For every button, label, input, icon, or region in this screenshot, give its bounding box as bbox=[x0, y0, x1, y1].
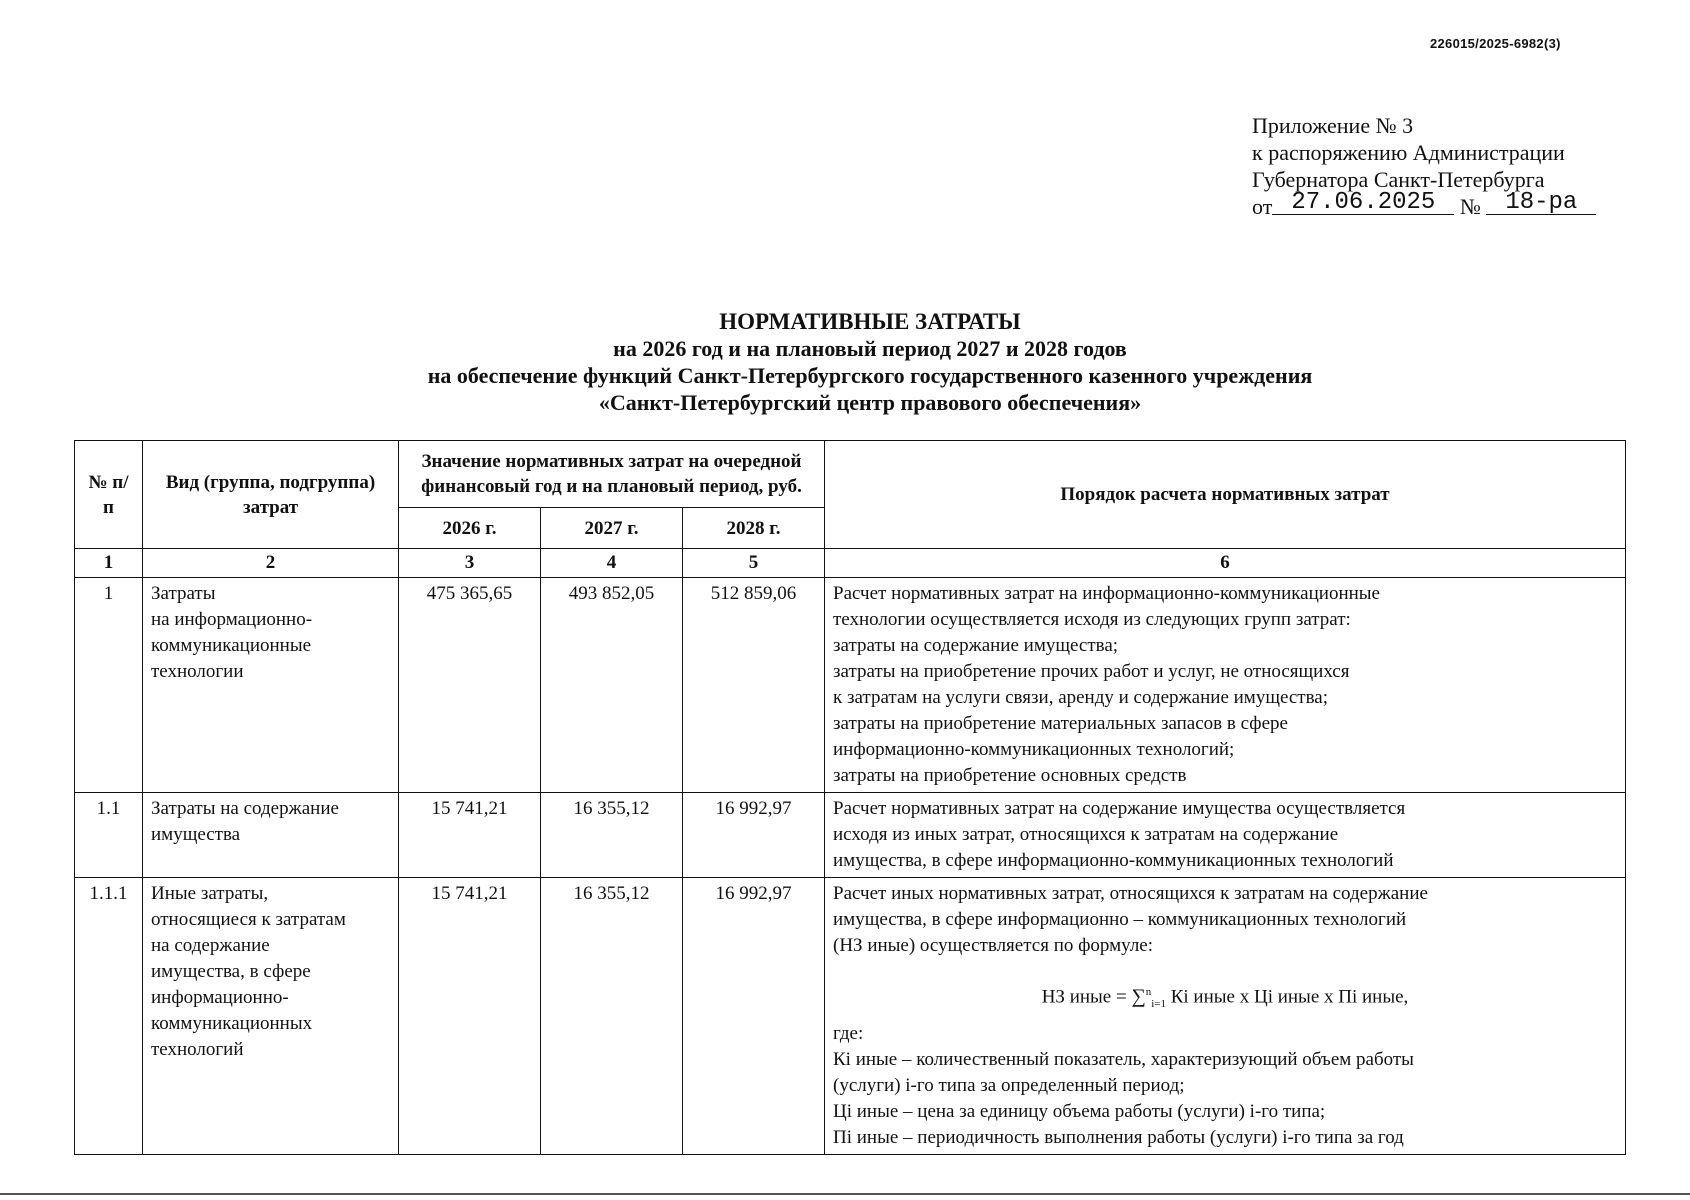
cost-type-line: имущества, в сфере bbox=[151, 961, 311, 982]
calc-line: Цi иные – цена за единицу объема работы (услуги) i-го типа; bbox=[833, 1101, 1326, 1123]
header-2026: 2026 г. bbox=[399, 508, 541, 549]
column-number: 1 bbox=[75, 549, 143, 578]
cost-type bbox=[143, 578, 399, 793]
appendix-line-1: Приложение № 3 bbox=[1252, 113, 1414, 138]
calc-line: Кi иные – количественный показатель, характеризующий объем работы bbox=[833, 1049, 1414, 1071]
calc-line: затраты на приобретение основных средств bbox=[833, 765, 1187, 786]
order-number: 18-ра bbox=[1486, 192, 1596, 215]
value-2028: 16 992,97 bbox=[683, 878, 825, 1155]
cost-type-line: технологии bbox=[151, 661, 244, 682]
calc-line: технологии осуществляется исходя из следующих групп затрат: bbox=[833, 609, 1351, 630]
calc-line: Расчет иных нормативных затрат, относящихся к затратам на содержание bbox=[833, 883, 1428, 904]
costs-table bbox=[74, 440, 1626, 1155]
calc-line: Пi иные – периодичность выполнения работы (услуги) i-го типа за год bbox=[833, 1127, 1404, 1149]
from-label: от bbox=[1252, 194, 1273, 219]
value-2026: 15 741,21 bbox=[399, 878, 541, 1155]
header-values-group: Значение нормативных затрат на очередной финансовый год и на плановый период, руб. bbox=[399, 441, 825, 508]
cost-type-line: на информационно- bbox=[151, 609, 313, 630]
value-2028: 16 992,97 bbox=[683, 793, 825, 878]
document-id: 226015/2025-6982(3) bbox=[1430, 36, 1561, 51]
column-number: 6 bbox=[825, 549, 1626, 578]
calc-line: (НЗ иные) осуществляется по формуле: bbox=[833, 935, 1154, 956]
cost-type-line: Затраты bbox=[151, 583, 216, 604]
calc-line: имущества, в сфере информационно – коммуникационных технологий bbox=[833, 909, 1407, 930]
value-2026: 475 365,65 bbox=[399, 578, 541, 793]
cost-type-line: Затраты на содержание bbox=[151, 798, 339, 819]
table-row bbox=[75, 793, 1626, 878]
cost-type-line: информационно- bbox=[151, 987, 289, 1008]
value-2026: 15 741,21 bbox=[399, 793, 541, 878]
order-date: 27.06.2025 bbox=[1272, 192, 1454, 215]
calc-description bbox=[825, 793, 1626, 878]
value-2027: 16 355,12 bbox=[541, 793, 683, 878]
value-2028: 512 859,06 bbox=[683, 578, 825, 793]
calc-line: Расчет нормативных затрат на информационно-коммуникационные bbox=[833, 583, 1380, 604]
document-title bbox=[0, 308, 1690, 416]
cost-type bbox=[143, 793, 399, 878]
title-line-2: на 2026 год и на плановый период 2027 и 2028 годов bbox=[613, 336, 1127, 361]
cost-formula bbox=[833, 979, 1617, 1017]
formula-lhs: НЗ иные = bbox=[1041, 986, 1132, 1008]
header-calc: Порядок расчета нормативных затрат bbox=[825, 441, 1626, 549]
column-numbers-row bbox=[75, 549, 1626, 578]
sum-upper-limit: n bbox=[1145, 986, 1152, 998]
title-line-4: «Санкт-Петербургский центр правового обеспечения» bbox=[598, 390, 1142, 415]
row-number: 1.1 bbox=[75, 793, 143, 878]
number-label: № bbox=[1459, 194, 1481, 219]
cost-type-line: относящиеся к затратам bbox=[151, 909, 346, 930]
title-main: НОРМАТИВНЫЕ ЗАТРАТЫ bbox=[719, 309, 1021, 334]
calc-line: затраты на приобретение прочих работ и услуг, не относящихся bbox=[833, 661, 1350, 682]
cost-type-line: имущества bbox=[151, 824, 241, 845]
calc-line: к затратам на услуги связи, аренду и содержание имущества; bbox=[833, 687, 1329, 708]
calc-line: информационно-коммуникационных технологий; bbox=[833, 739, 1235, 760]
header-2028: 2028 г. bbox=[683, 508, 825, 549]
cost-type bbox=[143, 878, 399, 1155]
cost-type-line: коммуникационные bbox=[151, 635, 312, 656]
formula-rhs: Кi иные x Цi иные x Пi иные, bbox=[1165, 986, 1409, 1008]
appendix-header bbox=[1252, 112, 1612, 221]
column-number: 2 bbox=[143, 549, 399, 578]
row-number: 1.1.1 bbox=[75, 878, 143, 1155]
header-type: Вид (группа, подгруппа) затрат bbox=[143, 441, 399, 549]
table-row bbox=[75, 878, 1626, 1155]
cost-type-line: коммуникационных bbox=[151, 1013, 313, 1034]
calc-line: где: bbox=[833, 1023, 864, 1045]
calc-line: исходя из иных затрат, относящихся к затратам на содержание bbox=[833, 824, 1339, 845]
column-number: 5 bbox=[683, 549, 825, 578]
header-2027: 2027 г. bbox=[541, 508, 683, 549]
scan-edge-line bbox=[0, 1193, 1690, 1195]
calc-line: имущества, в сфере информационно-коммуникационных технологий bbox=[833, 850, 1394, 871]
appendix-line-3: Губернатора Санкт-Петербурга bbox=[1252, 167, 1545, 192]
column-number: 3 bbox=[399, 549, 541, 578]
value-2027: 493 852,05 bbox=[541, 578, 683, 793]
column-number: 4 bbox=[541, 549, 683, 578]
appendix-line-2: к распоряжению Администрации bbox=[1252, 140, 1565, 165]
table-row bbox=[75, 578, 1626, 793]
cost-type-line: технологий bbox=[151, 1039, 244, 1060]
calc-description bbox=[825, 578, 1626, 793]
sum-lower-limit: i=1 bbox=[1151, 998, 1166, 1011]
appendix-date-line bbox=[1252, 189, 1612, 221]
calc-line: Расчет нормативных затрат на содержание имущества осуществляется bbox=[833, 798, 1406, 819]
calc-line: затраты на приобретение материальных запасов в сфере bbox=[833, 713, 1288, 734]
header-no: № п/п bbox=[75, 441, 143, 549]
calc-description bbox=[825, 878, 1626, 1155]
row-number: 1 bbox=[75, 578, 143, 793]
title-line-3: на обеспечение функций Санкт-Петербургского государственного казенного учреждения bbox=[427, 363, 1313, 388]
value-2027: 16 355,12 bbox=[541, 878, 683, 1155]
sum-sign: ∑ bbox=[1131, 985, 1146, 1008]
calc-line: (услуги) i-го типа за определенный период; bbox=[833, 1075, 1185, 1097]
calc-line: затраты на содержание имущества; bbox=[833, 635, 1119, 656]
cost-type-line: на содержание bbox=[151, 935, 270, 956]
cost-type-line: Иные затраты, bbox=[151, 883, 269, 904]
